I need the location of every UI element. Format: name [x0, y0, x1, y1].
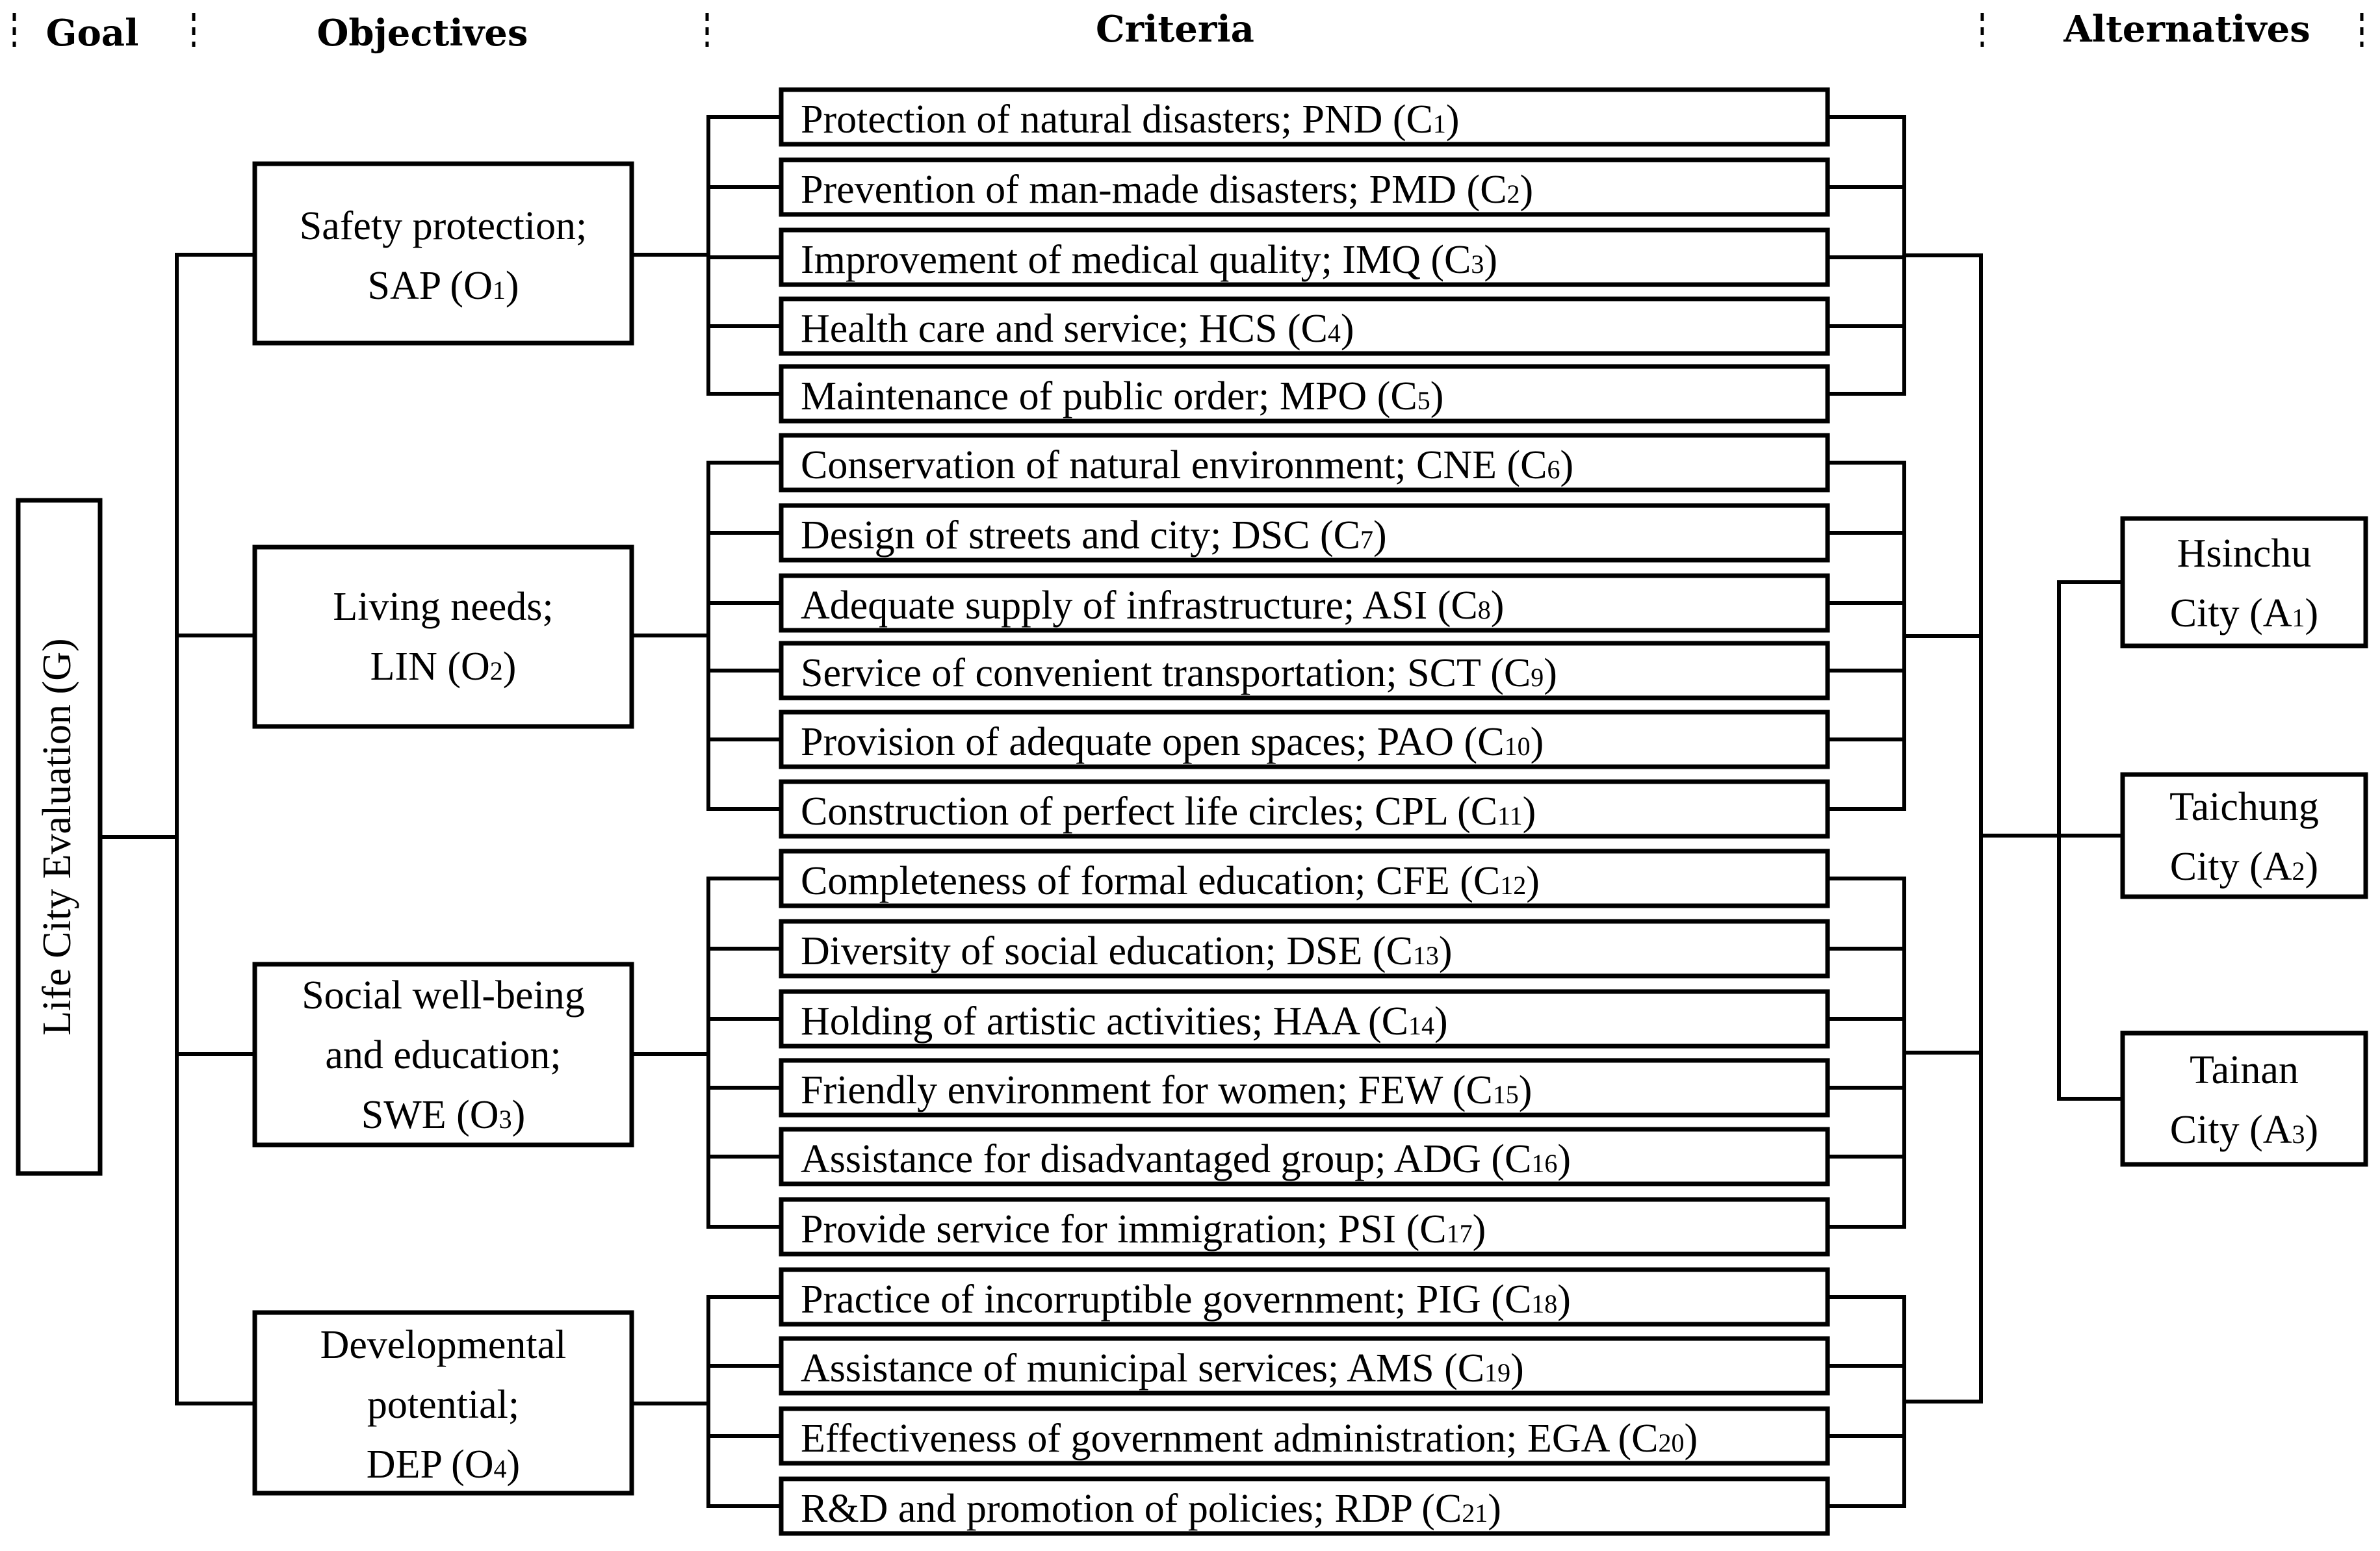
objective-label: SWE (O3) [361, 1093, 526, 1137]
criterion-label: Maintenance of public order; MPO (C5) [801, 374, 1444, 418]
objective-label: potential; [367, 1383, 520, 1427]
objective-label: SAP (O1) [367, 264, 519, 308]
criterion-label: Design of streets and city; DSC (C7) [801, 513, 1387, 558]
criterion-label: Assistance of municipal services; AMS (C19) [801, 1346, 1524, 1391]
criteria-group [781, 90, 1828, 1533]
header-criteria: Criteria [1096, 8, 1254, 51]
criterion-label: Provide service for immigration; PSI (C17) [801, 1207, 1486, 1251]
goal-label: Life City Evaluation (G) [35, 638, 79, 1036]
header-objectives: Objectives [317, 12, 528, 55]
criterion-label: Prevention of man-made disasters; PMD (C2) [801, 168, 1534, 212]
criterion-label: Protection of natural disasters; PND (C1) [801, 97, 1460, 142]
alternatives-group [2123, 519, 2366, 1164]
criterion-label: Improvement of medical quality; IMQ (C3) [801, 238, 1498, 282]
criterion-label: Completeness of formal education; CFE (C12) [801, 859, 1540, 903]
objective-box [255, 547, 632, 726]
objective-label: and education; [325, 1033, 562, 1077]
objective-label: Living needs; [333, 585, 554, 629]
objective-box [255, 164, 632, 343]
alternative-label: Hsinchu [2177, 532, 2312, 576]
alternative-label: City (A2) [2169, 845, 2319, 889]
objective-label: Developmental [320, 1323, 567, 1367]
objective-label: LIN (O2) [370, 645, 517, 689]
criterion-label: Conservation of natural environment; CNE (C6) [801, 443, 1574, 487]
criterion-label: Adequate supply of infrastructure; ASI (C8) [801, 583, 1505, 628]
alternative-label: Tainan [2190, 1048, 2299, 1092]
criterion-label: Effectiveness of government administration; EGA (C20) [801, 1416, 1698, 1461]
alternative-label: City (A3) [2169, 1108, 2319, 1152]
criterion-label: R&D and promotion of policies; RDP (C21) [801, 1487, 1501, 1531]
criterion-label: Health care and service; HCS (C4) [801, 307, 1354, 351]
criterion-label: Service of convenient transportation; SCT (C9) [801, 651, 1557, 695]
criterion-label: Provision of adequate open spaces; PAO (C10) [801, 720, 1544, 764]
objective-label: Safety protection; [299, 204, 588, 248]
criterion-label: Holding of artistic activities; HAA (C14) [801, 999, 1448, 1044]
criterion-label: Practice of incorruptible government; PIG (C18) [801, 1277, 1571, 1322]
objective-label: Social well-being [302, 973, 585, 1018]
criterion-label: Friendly environment for women; FEW (C15) [801, 1068, 1533, 1112]
header-goal: Goal [45, 12, 139, 55]
objectives-group [255, 164, 632, 1493]
criterion-label: Construction of perfect life circles; CPL (C11) [801, 789, 1536, 834]
alternative-label: Taichung [2169, 785, 2319, 829]
header-alternatives: Alternatives [2063, 8, 2310, 51]
objective-label: DEP (O4) [366, 1442, 521, 1487]
criterion-label: Diversity of social education; DSE (C13) [801, 929, 1453, 973]
criterion-label: Assistance for disadvantaged group; ADG (C16) [801, 1137, 1572, 1181]
alternative-label: City (A1) [2169, 591, 2319, 635]
